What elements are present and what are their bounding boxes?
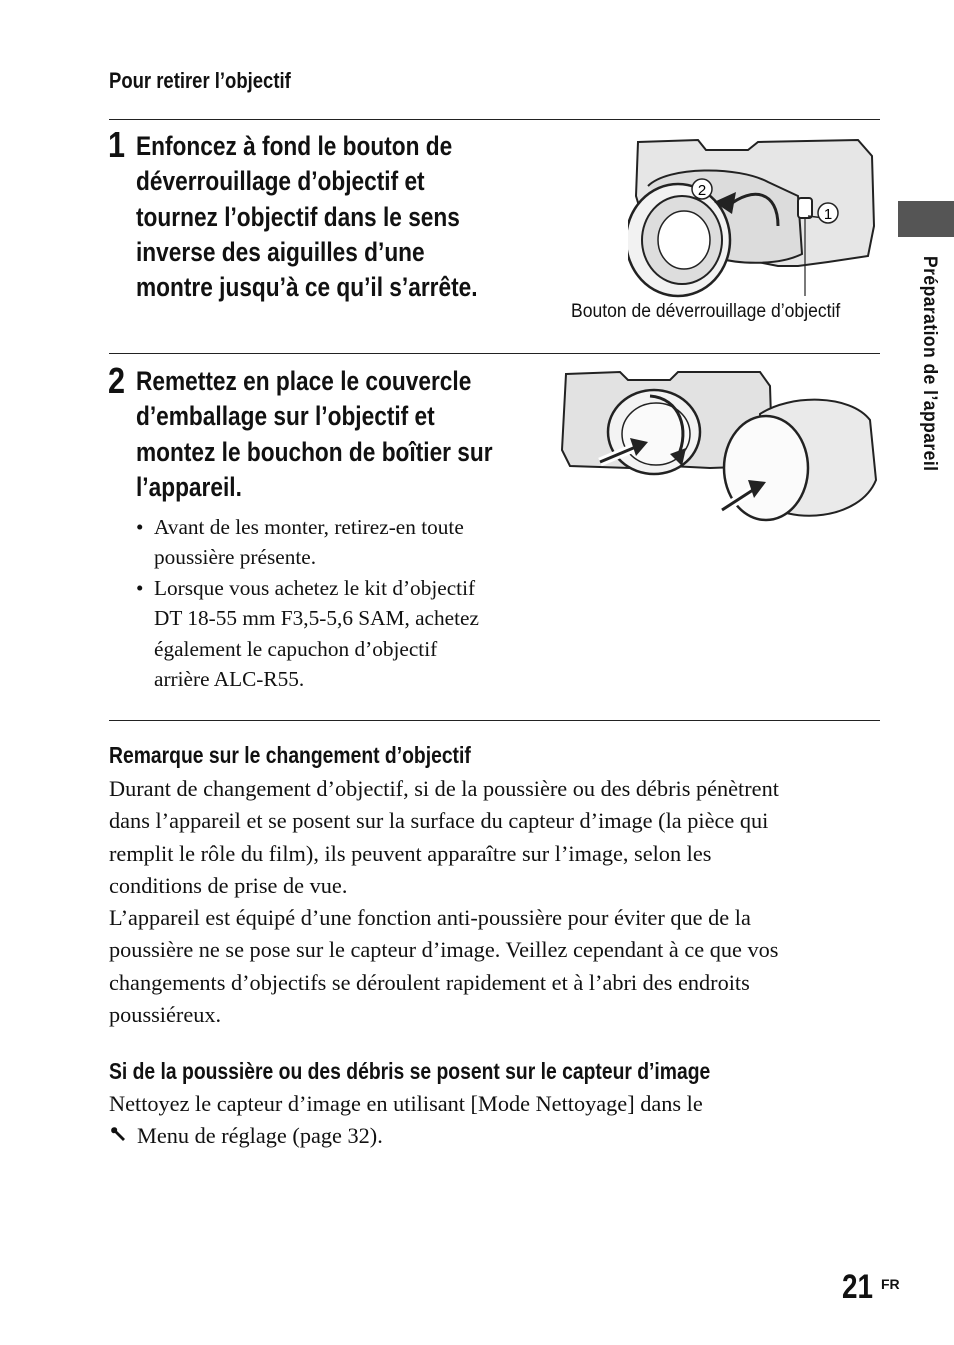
- figure-caption: Bouton de déverrouillage d’objectif: [571, 300, 841, 322]
- note-body: [109, 773, 884, 1031]
- note-title: Remarque sur le changement d’objectif: [109, 742, 471, 768]
- note-line: poussière ne se pose sur le capteur d’image. Veillez cependant à ce que vos: [109, 937, 779, 963]
- page-number: 21: [842, 1268, 874, 1306]
- step-1-line: Enfoncez à fond le bouton de: [136, 131, 453, 161]
- note-line: Durant de changement d’objectif, si de la poussière ou des débris pénètrent: [109, 776, 779, 801]
- step-1-number: 1: [108, 124, 126, 165]
- dust-menu-text: Menu de réglage (page 32).: [137, 1123, 383, 1149]
- step-2-number: 2: [108, 360, 126, 401]
- step-2-line: montez le bouchon de boîtier sur: [136, 436, 493, 467]
- caps-illustration: [560, 370, 882, 530]
- bullet-line: Avant de les monter, retirez-en toute: [154, 515, 464, 539]
- chapter-label: Préparation de l’appareil: [919, 256, 940, 472]
- section-title: Pour retirer l’objectif: [109, 68, 291, 93]
- wrench-icon: [109, 1125, 131, 1145]
- callout-2-label: 2: [697, 182, 707, 199]
- step-2-bullets: [136, 512, 536, 694]
- step-1-line: déverrouillage d’objectif et: [136, 166, 425, 197]
- divider: [109, 119, 880, 120]
- page-language: FR: [881, 1276, 900, 1292]
- bullet-line: DT 18-55 mm F3,5-5,6 SAM, achetez: [154, 606, 479, 631]
- note-line: remplit le rôle du film), ils peuvent apparaître sur l’image, selon les: [109, 840, 712, 866]
- step-1-line: tournez l’objectif dans le sens: [136, 201, 460, 232]
- step-1-line: inverse des aiguilles d’une: [136, 236, 425, 267]
- note-line: poussiéreux.: [109, 1002, 222, 1028]
- bullet-dot: •: [136, 515, 144, 539]
- dust-line: [109, 1120, 884, 1152]
- step-2-line: d’emballage sur l’objectif et: [136, 401, 435, 432]
- divider: [109, 720, 880, 721]
- dust-line: Nettoyez le capteur d’image en utilisant [Mode Nettoyage] dans le: [109, 1091, 703, 1116]
- bullet-line: arrière ALC-R55.: [154, 667, 305, 692]
- bullet-item: [136, 573, 536, 695]
- note-line: conditions de prise de vue.: [109, 872, 348, 898]
- bullet-line: poussière présente.: [154, 545, 317, 570]
- step-2-line: l’appareil.: [136, 471, 242, 502]
- bullet-dot: •: [136, 575, 144, 600]
- note-line: L’appareil est équipé d’une fonction anti-poussière pour éviter que de la: [109, 905, 751, 931]
- bullet-item: [136, 512, 536, 573]
- callout-1: [818, 203, 838, 223]
- chapter-tab: [898, 201, 954, 237]
- step-2-line: Remettez en place le couvercle: [136, 366, 472, 396]
- note-line: changements d’objectifs se déroulent rapidement et à l’abri des endroits: [109, 969, 750, 995]
- dust-body: [109, 1088, 884, 1153]
- bullet-line: Lorsque vous achetez le kit d’objectif: [154, 575, 476, 600]
- divider: [109, 353, 880, 354]
- callout-2: [692, 179, 712, 199]
- note-line: dans l’appareil et se posent sur la surface du capteur d’image (la pièce qui: [109, 808, 769, 834]
- step-2-text: [136, 364, 493, 505]
- lens-removal-illustration: [628, 136, 880, 298]
- step-1-line: montre jusqu’à ce qu’il s’arrête.: [136, 272, 478, 303]
- dust-title: Si de la poussière ou des débris se posent sur le capteur d’image: [109, 1058, 711, 1084]
- step-1-text: [136, 129, 478, 305]
- bullet-line: également le capuchon d’objectif: [154, 636, 438, 661]
- callout-1-label: 1: [823, 206, 833, 223]
